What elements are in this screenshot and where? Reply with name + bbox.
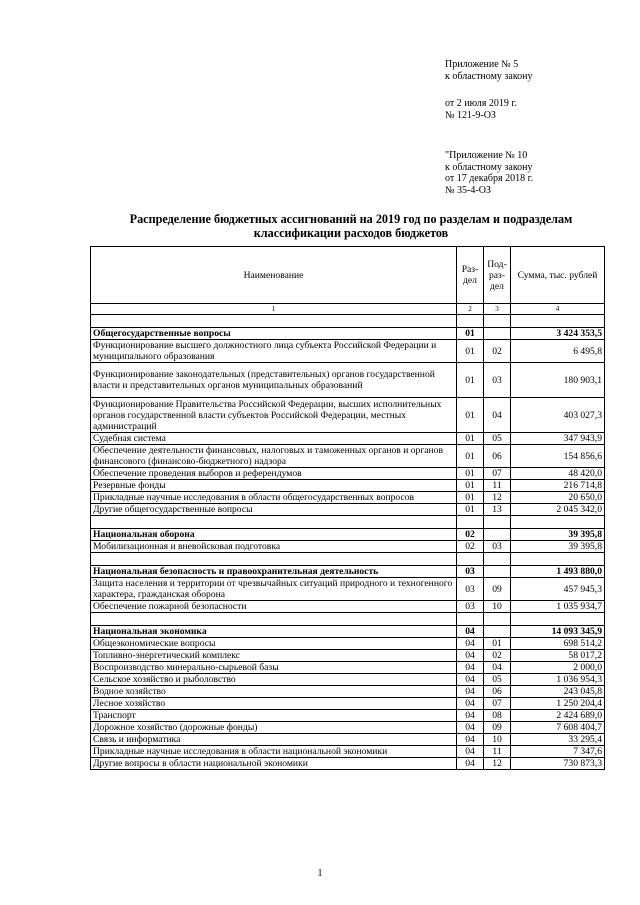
table-row xyxy=(91,638,605,650)
table-row xyxy=(91,734,605,746)
row-section-code: 01 xyxy=(457,480,484,492)
row-name xyxy=(91,516,457,529)
row-subsection-code: 08 xyxy=(484,710,511,722)
column-number-row xyxy=(91,304,605,315)
row-section-code: 04 xyxy=(457,746,484,758)
row-name: Транспорт xyxy=(91,710,457,722)
row-section-code: 04 xyxy=(457,650,484,662)
header-amount: Сумма, тыс. рублей xyxy=(511,247,605,304)
row-subsection-code: 09 xyxy=(484,578,511,601)
row-name: Функционирование Правительства Российской Федерации, высших исполнительных органов государственной власти субъектов Российской Федерации, местных администраций xyxy=(91,398,457,433)
appendix-line: к областному закону xyxy=(445,161,533,173)
table-row xyxy=(91,662,605,674)
row-name: Мобилизационная и вневойсковая подготовка xyxy=(91,541,457,553)
row-section-code: 01 xyxy=(457,363,484,398)
row-amount: 1 250 204,4 xyxy=(511,698,605,710)
row-amount: 1 036 954,3 xyxy=(511,674,605,686)
row-section-code: 01 xyxy=(457,328,484,340)
row-amount: 58 017,2 xyxy=(511,650,605,662)
row-amount: 6 495,8 xyxy=(511,340,605,363)
appendix-number: № 35-4-ОЗ xyxy=(445,184,491,196)
table-row xyxy=(91,601,605,613)
row-section-code: 04 xyxy=(457,722,484,734)
column-number: 3 xyxy=(484,304,511,315)
row-name: Обеспечение пожарной безопасности xyxy=(91,601,457,613)
table-row xyxy=(91,758,605,770)
row-amount: 7 347,6 xyxy=(511,746,605,758)
row-subsection-code: 01 xyxy=(484,638,511,650)
table-row xyxy=(91,674,605,686)
section-row xyxy=(91,328,605,340)
row-subsection-code: 06 xyxy=(484,686,511,698)
row-name: Прикладные научные исследования в области национальной экономики xyxy=(91,746,457,758)
row-amount xyxy=(511,613,605,626)
row-name: Резервные фонды xyxy=(91,480,457,492)
header-subsection: Под-раз-дел xyxy=(484,247,511,304)
document-title xyxy=(95,212,607,240)
row-amount: 698 514,2 xyxy=(511,638,605,650)
column-number: 1 xyxy=(91,304,457,315)
row-name: Национальная оборона xyxy=(91,529,457,541)
title-line: Распределение бюджетных ассигнований на 2019 год по разделам и подразделам xyxy=(129,212,573,226)
row-subsection-code xyxy=(484,613,511,626)
row-subsection-code: 11 xyxy=(484,480,511,492)
row-section-code: 03 xyxy=(457,601,484,613)
spacer-row xyxy=(91,516,605,529)
row-name: Функционирование высшего должностного лица субъекта Российской Федерации и муниципального образования xyxy=(91,340,457,363)
row-section-code: 04 xyxy=(457,674,484,686)
row-subsection-code: 02 xyxy=(484,340,511,363)
row-section-code: 01 xyxy=(457,445,484,468)
row-amount: 154 856,6 xyxy=(511,445,605,468)
row-subsection-code: 13 xyxy=(484,504,511,516)
row-subsection-code xyxy=(484,566,511,578)
row-name: Обеспечение деятельности финансовых, налоговых и таможенных органов и органов финансового (финансово-бюджетного) надзора xyxy=(91,445,457,468)
table-row xyxy=(91,746,605,758)
row-name: Воспроизводство минерально-сырьевой базы xyxy=(91,662,457,674)
row-name xyxy=(91,613,457,626)
row-name xyxy=(91,553,457,566)
table-row xyxy=(91,722,605,734)
row-section-code: 04 xyxy=(457,734,484,746)
row-name: Дорожное хозяйство (дорожные фонды) xyxy=(91,722,457,734)
row-name: Другие общегосударственные вопросы xyxy=(91,504,457,516)
page-number: 1 xyxy=(317,868,323,879)
table-row xyxy=(91,541,605,553)
row-amount: 243 045,8 xyxy=(511,686,605,698)
spacer-row xyxy=(91,613,605,626)
row-amount: 14 093 345,9 xyxy=(511,626,605,638)
row-amount: 7 608 404,7 xyxy=(511,722,605,734)
row-subsection-code: 03 xyxy=(484,363,511,398)
row-subsection-code xyxy=(484,516,511,529)
table-row xyxy=(91,445,605,468)
row-subsection-code: 05 xyxy=(484,674,511,686)
table-row xyxy=(91,398,605,433)
row-amount xyxy=(511,553,605,566)
appendix-line: "Приложение № 10 xyxy=(445,150,528,161)
row-amount xyxy=(511,315,605,328)
table-row xyxy=(91,698,605,710)
section-row xyxy=(91,566,605,578)
table-body xyxy=(91,315,605,770)
column-number: 4 xyxy=(511,304,605,315)
row-name: Обеспечение проведения выборов и референдумов xyxy=(91,468,457,480)
table-row xyxy=(91,492,605,504)
row-subsection-code: 03 xyxy=(484,541,511,553)
row-section-code: 01 xyxy=(457,398,484,433)
row-section-code: 03 xyxy=(457,566,484,578)
table-row xyxy=(91,340,605,363)
row-amount: 457 945,3 xyxy=(511,578,605,601)
appendix-header xyxy=(445,59,533,82)
row-amount: 1 035 934,7 xyxy=(511,601,605,613)
appendix-number: № 121-9-ОЗ xyxy=(445,109,496,121)
row-amount: 33 295,4 xyxy=(511,734,605,746)
row-section-code: 04 xyxy=(457,758,484,770)
row-amount: 39 395,8 xyxy=(511,541,605,553)
row-name: Связь и информатика xyxy=(91,734,457,746)
row-section-code xyxy=(457,315,484,328)
row-section-code: 01 xyxy=(457,468,484,480)
appendix-date: от 2 июля 2019 г. xyxy=(445,98,517,109)
row-name: Топливно-энергетический комплекс xyxy=(91,650,457,662)
table-row xyxy=(91,468,605,480)
row-subsection-code: 10 xyxy=(484,734,511,746)
row-section-code: 04 xyxy=(457,710,484,722)
appendix-line: Приложение № 5 xyxy=(445,59,519,70)
column-number: 2 xyxy=(457,304,484,315)
table-row xyxy=(91,504,605,516)
table-row xyxy=(91,433,605,445)
row-subsection-code: 06 xyxy=(484,445,511,468)
row-name: Другие вопросы в области национальной экономики xyxy=(91,758,457,770)
table-row xyxy=(91,710,605,722)
appendix-date: от 17 декабря 2018 г. xyxy=(445,173,534,184)
row-section-code: 01 xyxy=(457,433,484,445)
header-section: Раз-дел xyxy=(457,247,484,304)
row-amount: 180 903,1 xyxy=(511,363,605,398)
row-name: Лесное хозяйство xyxy=(91,698,457,710)
budget-table xyxy=(90,246,605,770)
row-subsection-code xyxy=(484,529,511,541)
table-row xyxy=(91,480,605,492)
row-amount: 403 027,3 xyxy=(511,398,605,433)
row-section-code: 04 xyxy=(457,638,484,650)
row-subsection-code: 05 xyxy=(484,433,511,445)
row-section-code: 04 xyxy=(457,662,484,674)
row-subsection-code: 12 xyxy=(484,492,511,504)
section-row xyxy=(91,529,605,541)
row-name: Сельское хозяйство и рыболовство xyxy=(91,674,457,686)
row-name: Защита населения и территории от чрезвычайных ситуаций природного и техногенного характера, гражданская оборона xyxy=(91,578,457,601)
row-name: Общеэкономические вопросы xyxy=(91,638,457,650)
appendix-header-date xyxy=(445,98,517,121)
row-name: Функционирование законодательных (представительных) органов государственной власти и представительных органов муниципальных образований xyxy=(91,363,457,398)
table-row xyxy=(91,650,605,662)
row-amount: 2 000,0 xyxy=(511,662,605,674)
row-name: Общегосударственные вопросы xyxy=(91,328,457,340)
row-name xyxy=(91,315,457,328)
row-section-code: 01 xyxy=(457,504,484,516)
table-row xyxy=(91,578,605,601)
row-amount: 216 714,8 xyxy=(511,480,605,492)
table-row xyxy=(91,363,605,398)
spacer-row xyxy=(91,553,605,566)
row-subsection-code: 07 xyxy=(484,698,511,710)
row-subsection-code: 09 xyxy=(484,722,511,734)
row-subsection-code xyxy=(484,315,511,328)
row-name: Судебная система xyxy=(91,433,457,445)
row-subsection-code xyxy=(484,328,511,340)
appendix-quote xyxy=(445,150,533,196)
row-section-code: 01 xyxy=(457,492,484,504)
appendix-line: к областному закону xyxy=(445,70,533,82)
row-subsection-code: 10 xyxy=(484,601,511,613)
row-amount: 20 650,0 xyxy=(511,492,605,504)
row-subsection-code: 04 xyxy=(484,662,511,674)
row-section-code xyxy=(457,613,484,626)
row-name: Национальная экономика xyxy=(91,626,457,638)
row-name: Прикладные научные исследования в области общегосударственных вопросов xyxy=(91,492,457,504)
row-section-code xyxy=(457,553,484,566)
header-name: Наименование xyxy=(91,247,457,304)
row-subsection-code xyxy=(484,626,511,638)
row-section-code: 04 xyxy=(457,698,484,710)
row-name: Водное хозяйство xyxy=(91,686,457,698)
row-amount: 2 424 689,0 xyxy=(511,710,605,722)
row-amount xyxy=(511,516,605,529)
row-amount: 48 420,0 xyxy=(511,468,605,480)
row-section-code: 02 xyxy=(457,529,484,541)
row-section-code: 02 xyxy=(457,541,484,553)
row-subsection-code: 12 xyxy=(484,758,511,770)
row-subsection-code xyxy=(484,553,511,566)
row-subsection-code: 04 xyxy=(484,398,511,433)
row-subsection-code: 07 xyxy=(484,468,511,480)
row-subsection-code: 11 xyxy=(484,746,511,758)
spacer-row xyxy=(91,315,605,328)
row-section-code: 04 xyxy=(457,686,484,698)
row-amount: 3 424 353,5 xyxy=(511,328,605,340)
row-amount: 2 045 342,0 xyxy=(511,504,605,516)
row-section-code: 04 xyxy=(457,626,484,638)
table-row xyxy=(91,686,605,698)
row-amount: 347 943,9 xyxy=(511,433,605,445)
row-section-code xyxy=(457,516,484,529)
section-row xyxy=(91,626,605,638)
row-amount: 39 395,8 xyxy=(511,529,605,541)
row-section-code: 01 xyxy=(457,340,484,363)
row-amount: 730 873,3 xyxy=(511,758,605,770)
row-name: Национальная безопасность и правоохранительная деятельность xyxy=(91,566,457,578)
title-line: классификации расходов бюджетов xyxy=(253,226,449,240)
row-subsection-code: 02 xyxy=(484,650,511,662)
row-amount: 1 493 880,0 xyxy=(511,566,605,578)
row-section-code: 03 xyxy=(457,578,484,601)
